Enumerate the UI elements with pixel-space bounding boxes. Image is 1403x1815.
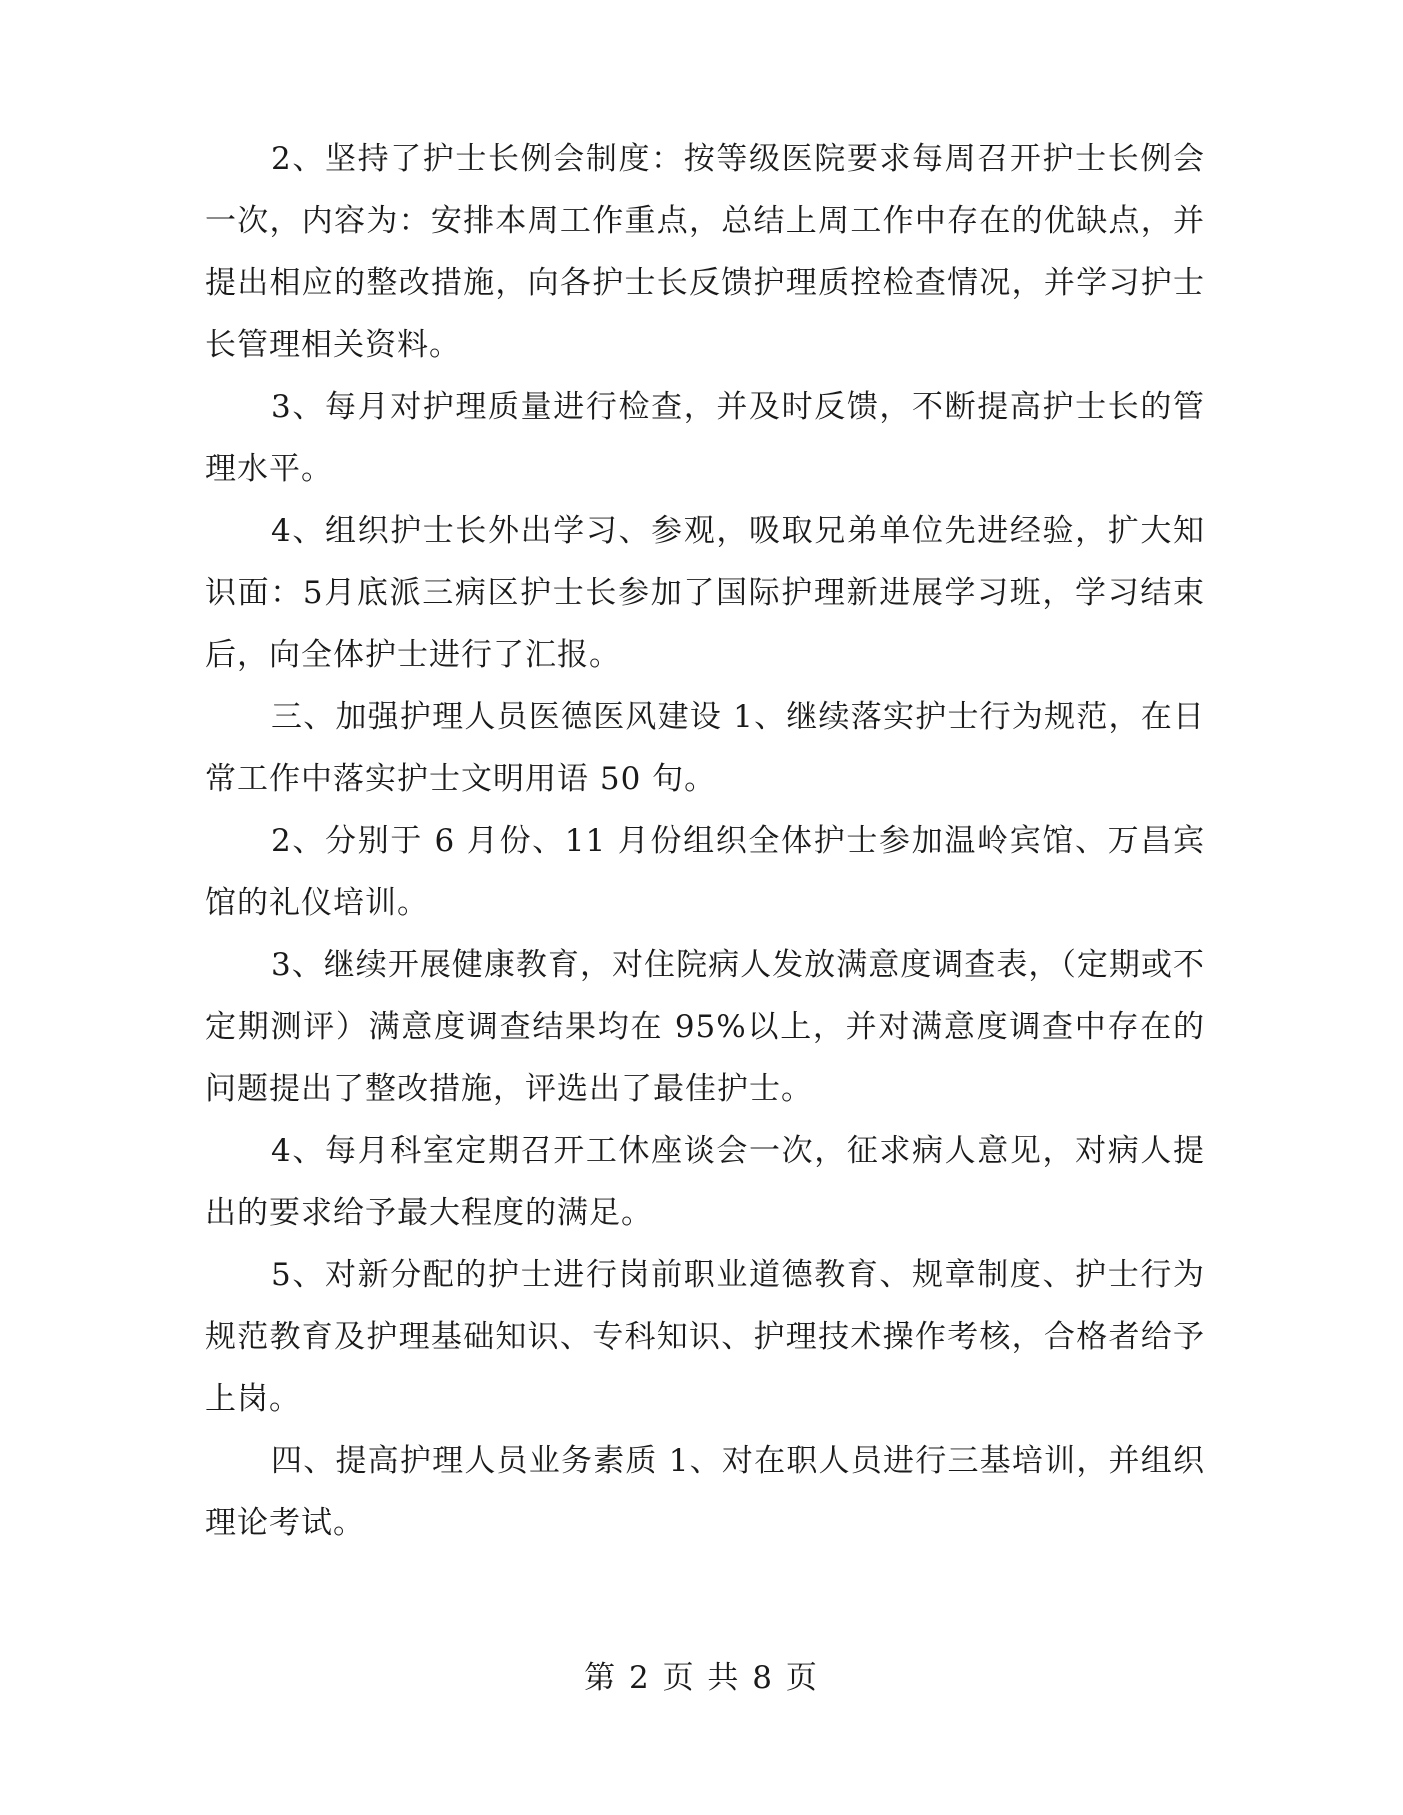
paragraph-item-2-etiquette-training: 2、分别于 6 月份、11 月份组织全体护士参加温岭宾馆、万昌宾馆的礼仪培训。 <box>205 823 1205 921</box>
paragraph-item-2-nurse-meeting: 2、坚持了护士长例会制度：按等级医院要求每周召开护士长例会一次，内容为：安排本周工作重点，总结上周工作中存在的优缺点，并提出相应的整改措施，向各护士长反馈护理质控检查情况，并学习护士长管理相关资料。 <box>205 141 1205 363</box>
paragraph-item-4-patient-forum: 4、每月科室定期召开工休座谈会一次，征求病人意见，对病人提出的要求给予最大程度的满足。 <box>205 1133 1205 1231</box>
paragraph-item-3-health-education: 3、继续开展健康教育，对住院病人发放满意度调查表，（定期或不定期测评）满意度调查结果均在 95%以上，并对满意度调查中存在的问题提出了整改措施，评选出了最佳护士。 <box>205 947 1205 1107</box>
paragraph-item-3-quality-check: 3、每月对护理质量进行检查，并及时反馈，不断提高护士长的管理水平。 <box>205 389 1205 487</box>
document-body <box>205 128 1205 1554</box>
paragraph-section-4-competence: 四、提高护理人员业务素质 1、对在职人员进行三基培训，并组织理论考试。 <box>205 1443 1205 1541</box>
paragraph-section-3-ethics: 三、加强护理人员医德医风建设 1、继续落实护士行为规范，在日常工作中落实护士文明用语 50 句。 <box>205 699 1205 797</box>
paragraph-item-5-new-nurse-training: 5、对新分配的护士进行岗前职业道德教育、规章制度、护士行为规范教育及护理基础知识、专科知识、护理技术操作考核，合格者给予上岗。 <box>205 1257 1205 1417</box>
page-number: 第 2 页 共 8 页 <box>584 1660 819 1696</box>
paragraph-item-4-study-visit: 4、组织护士长外出学习、参观，吸取兄弟单位先进经验，扩大知识面：5月底派三病区护士长参加了国际护理新进展学习班，学习结束后，向全体护士进行了汇报。 <box>205 513 1205 673</box>
